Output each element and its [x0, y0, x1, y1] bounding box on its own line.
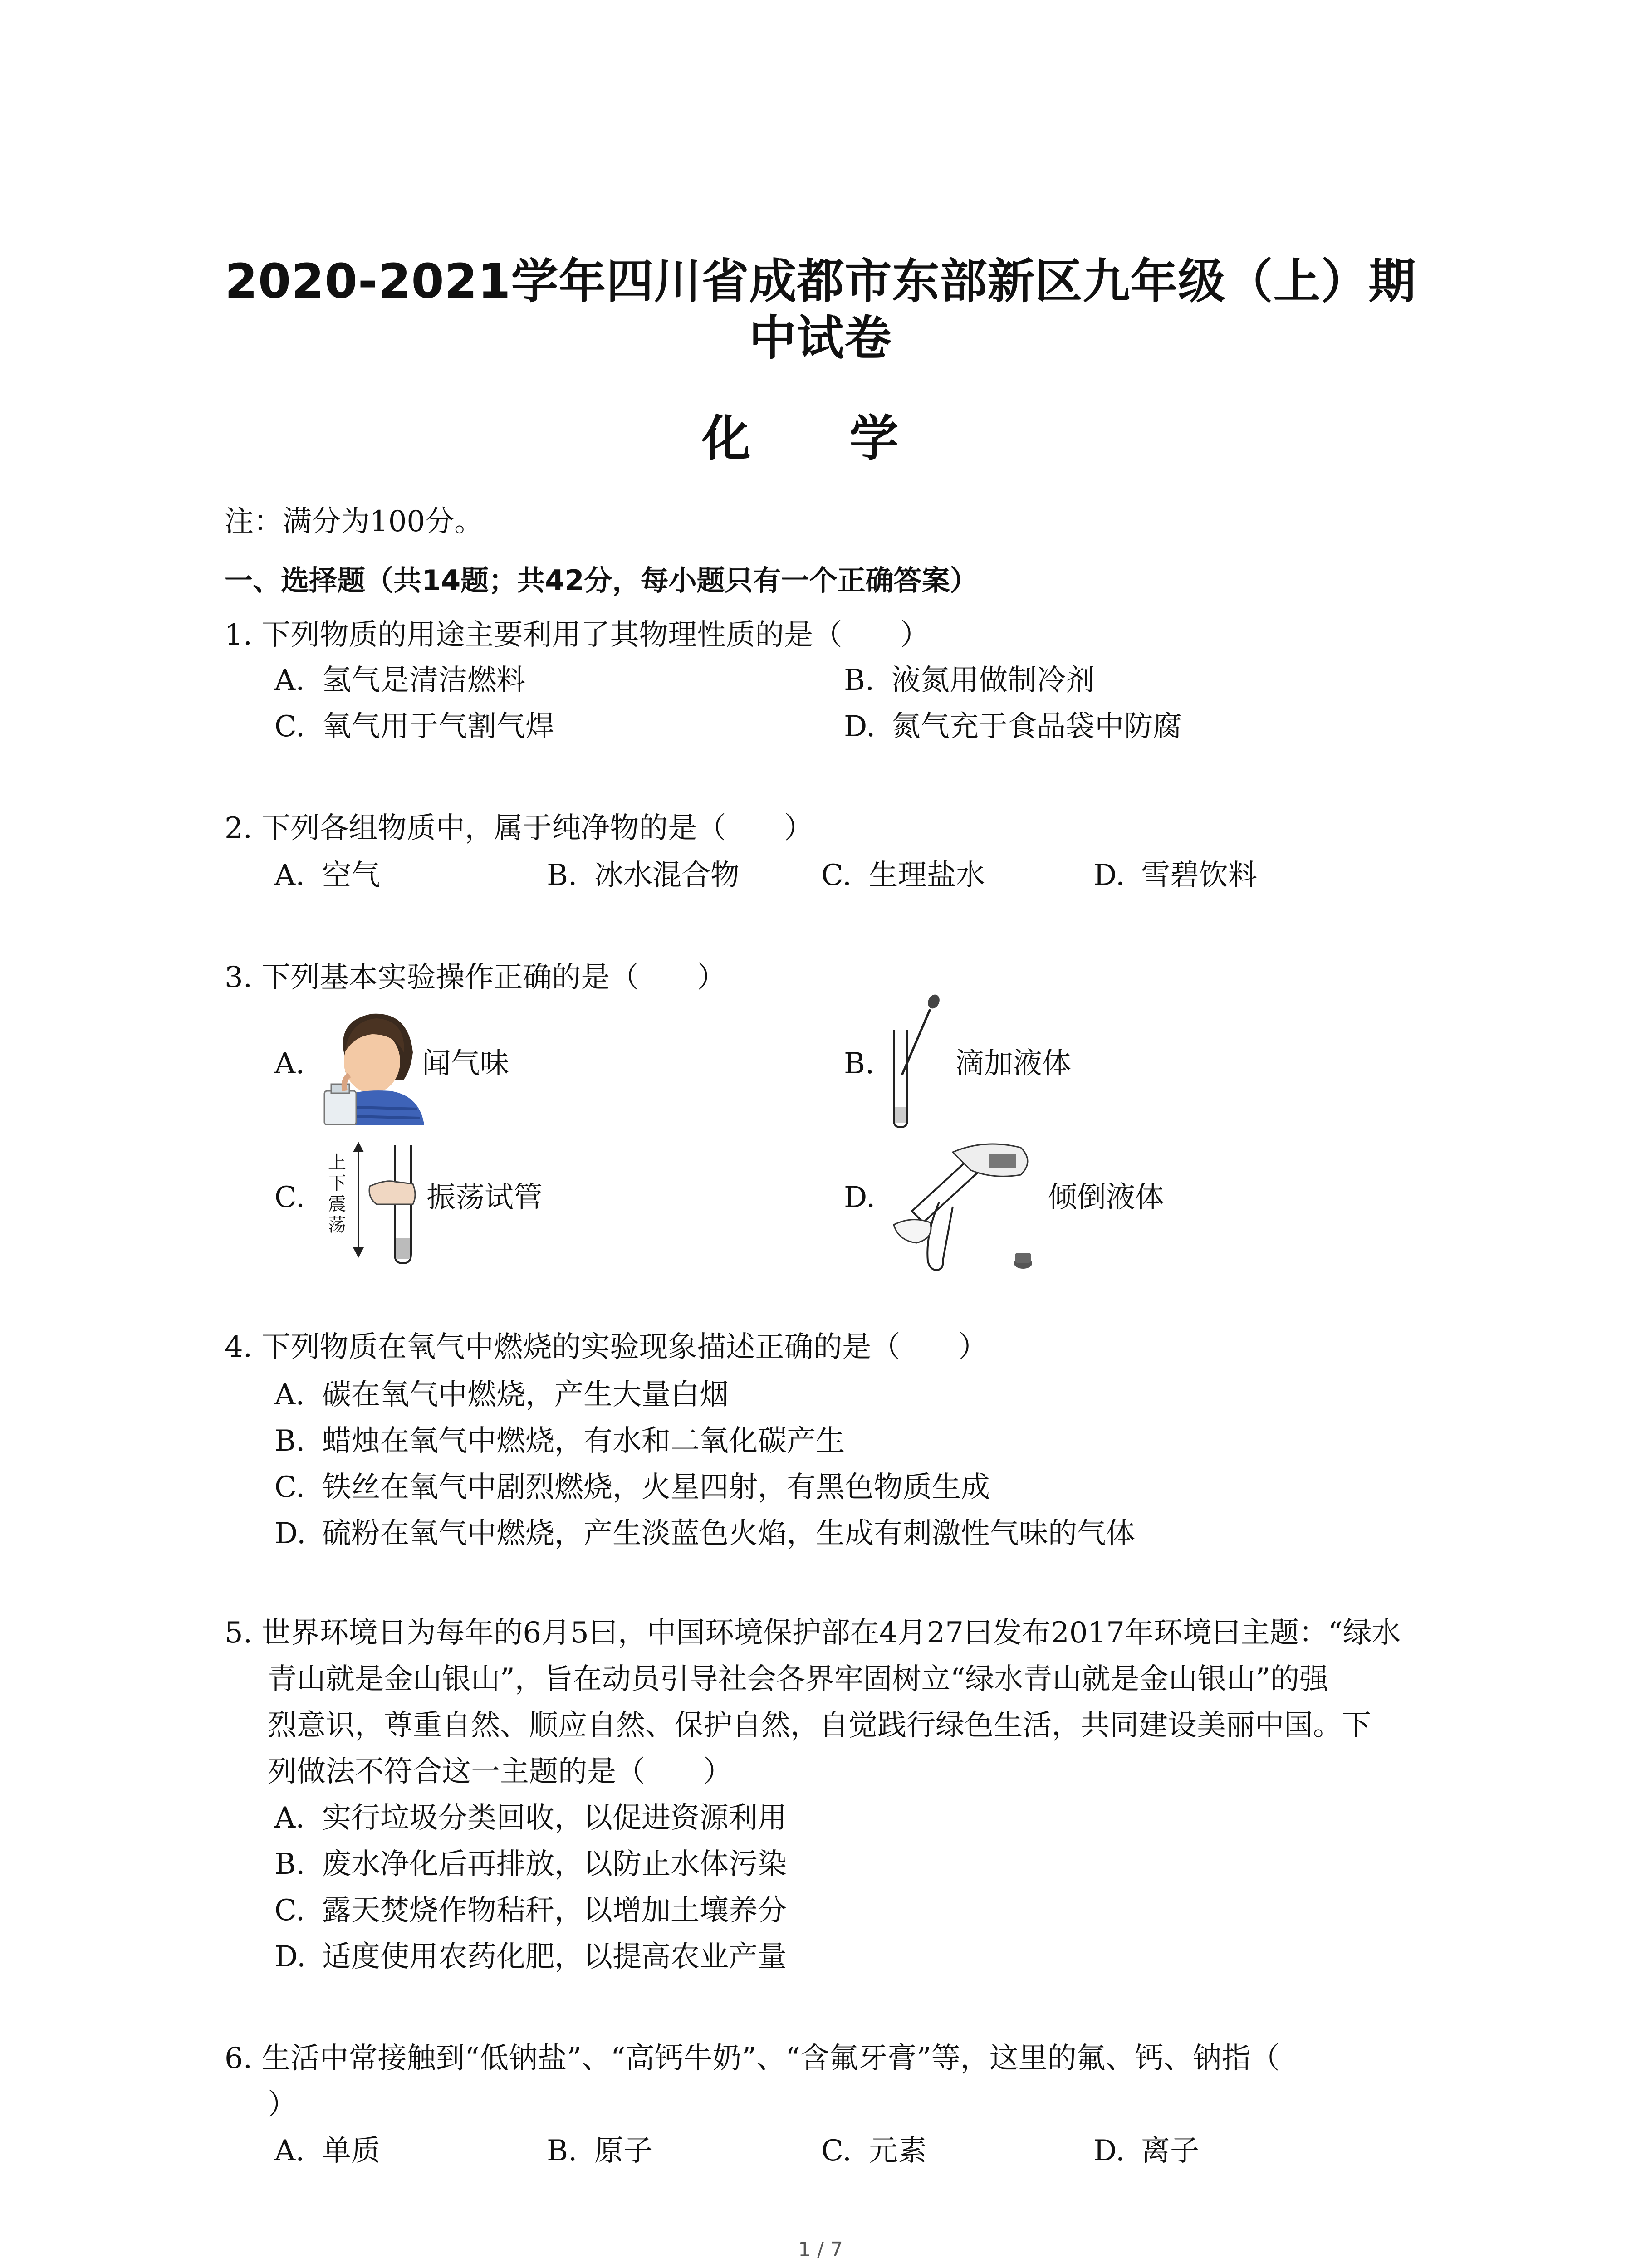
section-heading-choice: 一、选择题（共14题；共42分，每小题只有一个正确答案） — [225, 564, 978, 597]
exam-title-line2: 中试卷 — [749, 310, 892, 366]
question-3-option-c-text: 振荡试管 — [426, 1181, 543, 1214]
question-5-stem-line2: 青山就是金山银山”，旨在动员引导社会各界牢固树立“绿水青山就是金山银山”的强 — [268, 1662, 1329, 1696]
question-5-option-a — [274, 1800, 787, 1836]
question-6-stem-line1: 6. 生活中常接触到“低钠盐”、“高钙牛奶”、“含氟牙膏”等，这里的氟、钙、钠指（ — [225, 2042, 1280, 2075]
option-label: D. — [274, 1940, 306, 1974]
question-4-option-b — [274, 1423, 845, 1459]
option-text: 生理盐水 — [869, 859, 985, 892]
question-6-stem-line2: ） — [268, 2088, 297, 2121]
question-5-option-c — [274, 1892, 787, 1929]
option-label: B. — [547, 2134, 578, 2168]
exam-title-line1: 2020-2021学年四川省成都市东部新区九年级（上）期 — [225, 254, 1416, 309]
option-text: 原子 — [594, 2134, 652, 2168]
option-text: 适度使用农药化肥，以提高农业产量 — [322, 1940, 787, 1974]
question-4-option-d — [274, 1515, 1135, 1552]
question-3-option-c-label: C. — [274, 1181, 305, 1214]
option-text: 离子 — [1141, 2134, 1199, 2168]
question-5-option-d — [274, 1939, 787, 1975]
option-label: B. — [274, 1848, 305, 1881]
option-label: D. — [1093, 859, 1125, 892]
dropper-test-tube-figure — [880, 993, 948, 1129]
option-label: C. — [821, 859, 852, 892]
option-label: A. — [274, 1378, 305, 1412]
question-3-option-d-label: D. — [844, 1181, 876, 1214]
pouring-liquid-figure — [885, 1134, 1048, 1275]
option-label: D. — [274, 1517, 306, 1550]
question-5-stem-line1: 5. 世界环境日为每年的6月5曰，中国环境保护部在4月27曰发布2017年环境曰主题：“绿水 — [225, 1616, 1401, 1650]
option-text: 单质 — [322, 2134, 380, 2168]
option-label: C. — [821, 2134, 852, 2168]
question-1-stem: 1. 下列物质的用途主要利用了其物理性质的是（ ） — [225, 618, 930, 652]
question-6-option-a — [274, 2133, 380, 2169]
question-2-option-d — [1093, 857, 1257, 894]
option-text: 铁丝在氧气中剧烈燃烧，火星四射，有黑色物质生成 — [322, 1471, 990, 1504]
option-label: C. — [274, 1894, 305, 1927]
shaking-test-tube-figure — [349, 1136, 426, 1268]
option-label: D. — [844, 710, 876, 743]
caption-char: 上 — [328, 1152, 346, 1173]
question-5-stem-line4: 列做法不符合这一主题的是（ ） — [268, 1755, 732, 1789]
option-label: A. — [274, 2134, 305, 2168]
page-number: 1 / 7 — [798, 2238, 843, 2261]
option-text: 蜡烛在氧气中燃烧，有水和二氧化碳产生 — [322, 1424, 845, 1458]
option-text: 雪碧饮料 — [1141, 859, 1257, 892]
option-label: A. — [274, 859, 305, 892]
option-text: 硫粉在氧气中燃烧，产生淡蓝色火焰，生成有刺激性气味的气体 — [322, 1517, 1135, 1550]
question-3-option-b-text: 滴加液体 — [955, 1047, 1071, 1080]
option-text: 氢气是清洁燃料 — [322, 664, 525, 697]
option-text: 冰水混合物 — [594, 859, 740, 892]
caption-char: 下 — [328, 1173, 346, 1194]
question-2-option-a — [274, 857, 380, 894]
question-3-stem: 3. 下列基本实验操作正确的是（ ） — [225, 961, 726, 994]
option-label: D. — [1093, 2134, 1125, 2168]
option-text: 碳在氧气中燃烧，产生大量白烟 — [322, 1378, 729, 1412]
option-text: 废水净化后再排放，以防止水体污染 — [322, 1848, 787, 1881]
shake-direction-caption — [326, 1152, 348, 1236]
question-2-option-c — [821, 857, 985, 894]
subject-title: 化 学 — [701, 411, 940, 467]
option-text: 液氮用做制冷剂 — [892, 664, 1095, 697]
question-5-option-b — [274, 1846, 787, 1882]
option-text: 元素 — [869, 2134, 927, 2168]
question-6-option-c — [821, 2133, 927, 2169]
question-1-option-c — [274, 709, 554, 745]
option-text: 氮气充于食品袋中防腐 — [892, 710, 1182, 743]
question-2-option-b — [547, 857, 740, 894]
question-6-option-d — [1093, 2133, 1199, 2169]
question-1-option-d — [844, 709, 1182, 745]
question-6-option-b — [547, 2133, 652, 2169]
caption-char: 荡 — [328, 1215, 346, 1236]
option-text: 氧气用于气割气焊 — [322, 710, 554, 743]
question-4-option-c — [274, 1469, 990, 1505]
caption-char: 震 — [328, 1194, 346, 1215]
option-label: B. — [547, 859, 578, 892]
option-label: A. — [274, 664, 305, 697]
option-label: C. — [274, 710, 305, 743]
person-smelling-figure — [318, 1002, 426, 1125]
option-label: B. — [274, 1424, 305, 1458]
question-2-stem: 2. 下列各组物质中，属于纯净物的是（ ） — [225, 811, 813, 845]
option-text: 空气 — [322, 859, 380, 892]
score-note: 注：满分为100分。 — [225, 505, 484, 538]
question-3-option-a-text: 闻气味 — [422, 1047, 509, 1080]
question-3-option-b-label: B. — [844, 1047, 875, 1080]
option-text: 露天焚烧作物秸秆，以增加土壤养分 — [322, 1894, 787, 1927]
question-5-stem-line3: 烈意识，尊重自然、顺应自然、保护自然，自觉践行绿色生活，共同建设美丽中国。下 — [268, 1709, 1371, 1742]
option-label: B. — [844, 664, 875, 697]
question-4-option-a — [274, 1377, 729, 1413]
question-4-stem: 4. 下列物质在氧气中燃烧的实验现象描述正确的是（ ） — [225, 1330, 988, 1364]
question-3-option-a-label: A. — [274, 1047, 305, 1080]
question-1-option-a — [274, 662, 525, 699]
question-3-option-d-text: 倾倒液体 — [1048, 1181, 1164, 1214]
option-label: A. — [274, 1801, 305, 1835]
option-label: C. — [274, 1471, 305, 1504]
option-text: 实行垃圾分类回收，以促进资源利用 — [322, 1801, 787, 1835]
question-1-option-b — [844, 662, 1095, 699]
